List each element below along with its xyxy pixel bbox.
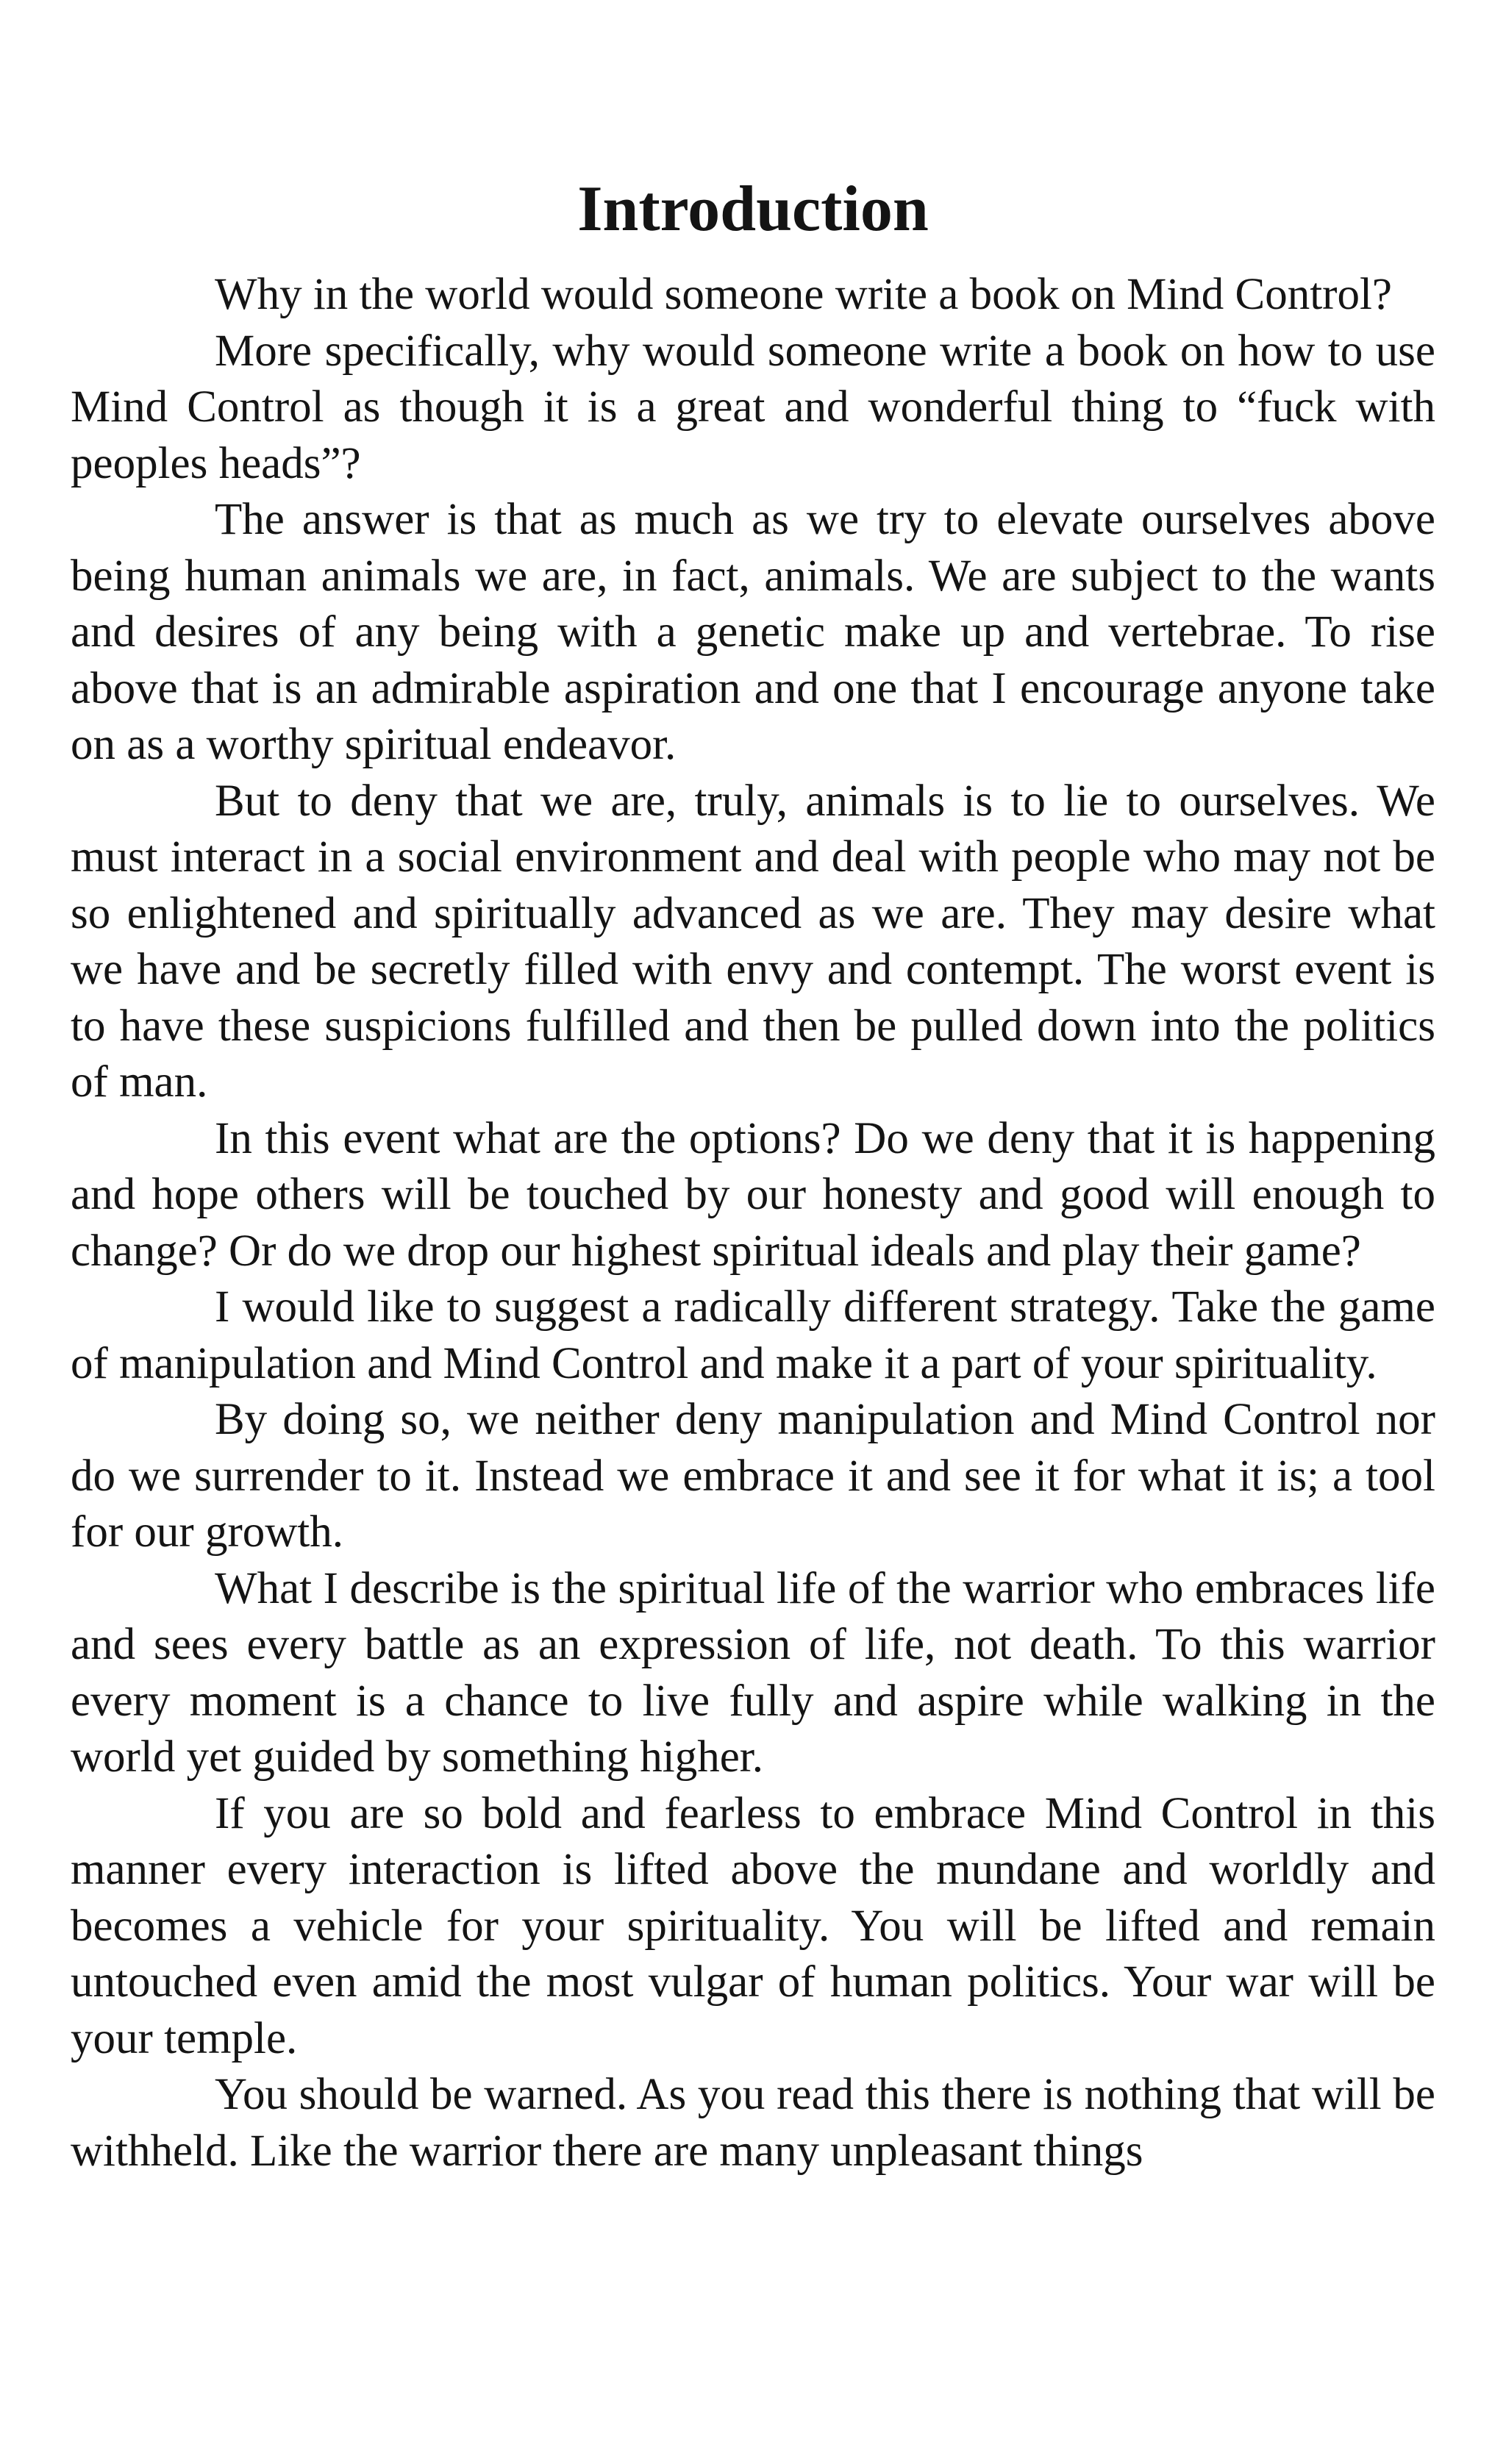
paragraph-10: You should be warned. As you read this there is nothing that will be withheld. Like the warrior there are many unpleasant things <box>71 2070 1435 2176</box>
book-page <box>71 173 1435 2179</box>
paragraph-5: In this event what are the options? Do we deny that it is happening and hope others will be touched by our honesty and good will enough to change? Or do we drop our highest spiritual ideals and play their game? <box>71 1113 1435 1276</box>
paragraph-6: I would like to suggest a radically different strategy. Take the game of manipulation and Mind Control and make it a part of your spirituality. <box>71 1282 1435 1388</box>
paragraph-2: More specifically, why would someone write a book on how to use Mind Control as though it is a great and wonderful thing to “fuck with peoples heads”? <box>71 326 1435 488</box>
chapter-title: Introduction <box>577 174 929 245</box>
paragraph-8: What I describe is the spiritual life of the warrior who embraces life and sees every battle as an expression of life, not death. To this warrior every moment is a chance to live fully and aspire while walking in the world yet guided by something higher. <box>71 1563 1435 1782</box>
paragraph-7: By doing so, we neither deny manipulation and Mind Control nor do we surrender to it. Instead we embrace it and see it for what it is; a tool for our growth. <box>71 1395 1435 1557</box>
paragraph-1: Why in the world would someone write a book on Mind Control? <box>215 270 1393 319</box>
paragraph-3: The answer is that as much as we try to elevate ourselves above being human animals we are, in fact, animals. We are subject to the wants and desires of any being with a genetic make up and vertebrae. To rise above that is an admirable aspiration and one that I encourage anyone take on as a worthy spiritual endeavor. <box>71 495 1435 769</box>
paragraph-4: But to deny that we are, truly, animals is to lie to ourselves. We must interact in a social environment and deal with people who may not be so enlightened and spiritually advanced as we are. They may desire what we have and be secretly filled with envy and contempt. The worst event is to have these suspicions fulfilled and then be pulled down into the politics of man. <box>71 776 1435 1107</box>
paragraph-9: If you are so bold and fearless to embrace Mind Control in this manner every interaction is lifted above the mundane and worldly and becomes a vehicle for your spirituality. You will be lifted and remain untouched even amid the most vulgar of human politics. Your war will be your temple. <box>71 1788 1435 2063</box>
chapter-body <box>71 267 1435 2179</box>
